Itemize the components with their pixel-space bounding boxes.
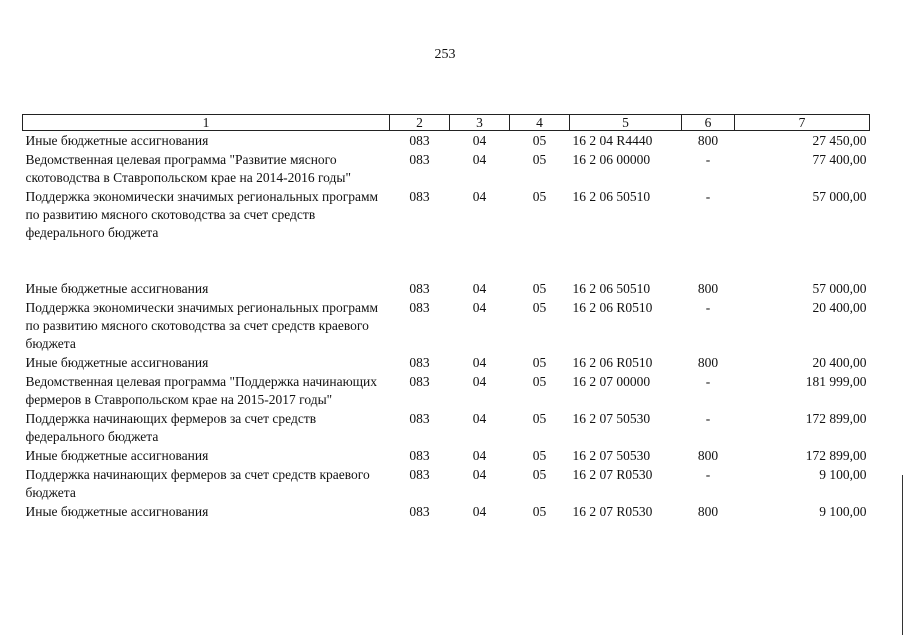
column-header: 6 [682, 115, 735, 131]
cell-col3: 04 [472, 504, 487, 519]
column-header: 4 [510, 115, 570, 131]
cell-col4: 05 [532, 355, 547, 370]
cell-code: 16 2 06 R0510 [572, 300, 653, 315]
table-row [23, 409, 870, 446]
cell-amount: 57 000,00 [812, 281, 867, 296]
cell-amount: 20 400,00 [812, 355, 867, 370]
cell-col4: 05 [532, 189, 547, 204]
cell-code: 16 2 04 R4440 [572, 133, 653, 148]
cell-col6: - [705, 411, 711, 426]
cell-amount: 172 899,00 [805, 448, 867, 463]
table-row [23, 279, 870, 298]
row-gap [23, 242, 870, 279]
cell-col3: 04 [472, 152, 487, 167]
cell-col4: 05 [532, 133, 547, 148]
cell-code: 16 2 07 R0530 [572, 504, 653, 519]
row-gap-cell [23, 242, 870, 279]
column-header: 1 [23, 115, 390, 131]
column-header: 5 [570, 115, 682, 131]
cell-amount: 172 899,00 [805, 411, 867, 426]
cell-amount: 27 450,00 [812, 133, 867, 148]
cell-col2: 083 [409, 411, 430, 426]
table-row [23, 446, 870, 465]
cell-col2: 083 [409, 467, 430, 482]
cell-name: Иные бюджетные ассигнования [25, 281, 209, 296]
cell-name: Поддержка начинающих фермеров за счет средств краевого бюджета [25, 467, 370, 500]
cell-name: Ведомственная целевая программа "Развитие мясного скотоводства в Ставропольском крае на 2014-2016 годы" [25, 152, 351, 185]
cell-col4: 05 [532, 300, 547, 315]
cell-code: 16 2 07 R0530 [572, 467, 653, 482]
cell-col6: - [705, 189, 711, 204]
cell-col4: 05 [532, 281, 547, 296]
table-row [23, 150, 870, 187]
cell-amount: 77 400,00 [812, 152, 867, 167]
cell-name: Иные бюджетные ассигнования [25, 504, 209, 519]
scan-edge-line [902, 475, 903, 635]
cell-col3: 04 [472, 300, 487, 315]
table-row [23, 131, 870, 151]
column-header: 3 [450, 115, 510, 131]
cell-col6: 800 [697, 133, 719, 148]
cell-col2: 083 [409, 374, 430, 389]
cell-amount: 57 000,00 [812, 189, 867, 204]
cell-col4: 05 [532, 467, 547, 482]
cell-col3: 04 [472, 467, 487, 482]
table-row [23, 502, 870, 521]
cell-code: 16 2 07 50530 [572, 411, 651, 426]
cell-col6: 800 [697, 448, 719, 463]
cell-col4: 05 [532, 152, 547, 167]
cell-col2: 083 [409, 189, 430, 204]
cell-col2: 083 [409, 504, 430, 519]
cell-col4: 05 [532, 374, 547, 389]
cell-col2: 083 [409, 300, 430, 315]
cell-col4: 05 [532, 411, 547, 426]
cell-col3: 04 [472, 411, 487, 426]
cell-amount: 9 100,00 [819, 467, 867, 482]
column-header: 2 [390, 115, 450, 131]
table-body [23, 131, 870, 522]
cell-name: Иные бюджетные ассигнования [25, 133, 209, 148]
cell-col2: 083 [409, 152, 430, 167]
cell-code: 16 2 07 00000 [572, 374, 651, 389]
cell-col4: 05 [532, 448, 547, 463]
cell-col3: 04 [472, 281, 487, 296]
cell-name: Поддержка экономически значимых региональных программ по развитию мясного скотоводства за счет средств федерального бюджета [25, 189, 379, 240]
cell-col3: 04 [472, 133, 487, 148]
cell-col3: 04 [472, 374, 487, 389]
table-row [23, 372, 870, 409]
cell-name: Иные бюджетные ассигнования [25, 448, 209, 463]
cell-col2: 083 [409, 281, 430, 296]
column-header: 7 [735, 115, 870, 131]
cell-col6: 800 [697, 355, 719, 370]
table-row [23, 187, 870, 242]
page-number: 253 [434, 47, 456, 62]
table-row [23, 353, 870, 372]
cell-col6: 800 [697, 504, 719, 519]
cell-col6: - [705, 152, 711, 167]
cell-code: 16 2 06 50510 [572, 281, 651, 296]
cell-col6: 800 [697, 281, 719, 296]
table-row [23, 298, 870, 353]
cell-amount: 20 400,00 [812, 300, 867, 315]
cell-col3: 04 [472, 448, 487, 463]
cell-amount: 181 999,00 [805, 374, 867, 389]
cell-code: 16 2 07 50530 [572, 448, 651, 463]
cell-col6: - [705, 374, 711, 389]
cell-col6: - [705, 300, 711, 315]
cell-col6: - [705, 467, 711, 482]
cell-code: 16 2 06 R0510 [572, 355, 653, 370]
cell-code: 16 2 06 50510 [572, 189, 651, 204]
header-row [23, 115, 870, 131]
cell-col4: 05 [532, 504, 547, 519]
cell-col2: 083 [409, 133, 430, 148]
cell-amount: 9 100,00 [819, 504, 867, 519]
budget-table [22, 114, 870, 521]
cell-name: Поддержка начинающих фермеров за счет средств федерального бюджета [25, 411, 317, 444]
cell-col2: 083 [409, 355, 430, 370]
cell-col2: 083 [409, 448, 430, 463]
cell-code: 16 2 06 00000 [572, 152, 651, 167]
cell-col3: 04 [472, 189, 487, 204]
cell-col3: 04 [472, 355, 487, 370]
cell-name: Иные бюджетные ассигнования [25, 355, 209, 370]
table-row [23, 465, 870, 502]
cell-name: Ведомственная целевая программа "Поддержка начинающих фермеров в Ставропольском крае на 2015-2017 годы" [25, 374, 378, 407]
cell-name: Поддержка экономически значимых региональных программ по развитию мясного скотоводства за счет средств краевого бюджета [25, 300, 379, 351]
